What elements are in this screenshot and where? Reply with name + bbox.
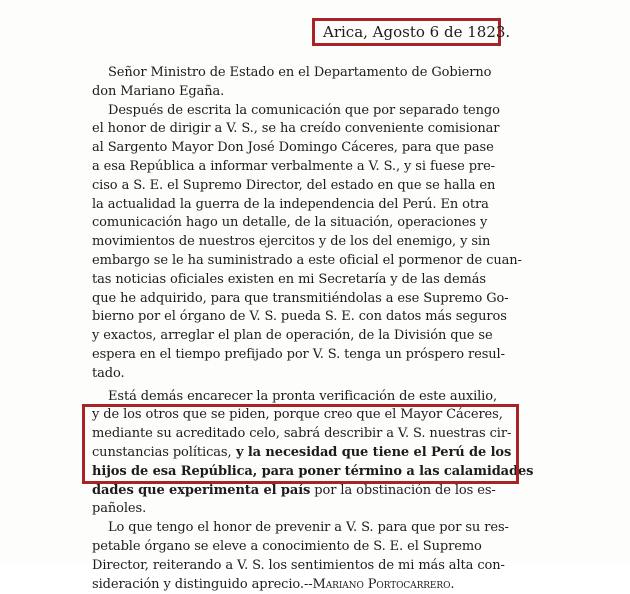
paragraph-line: y exactos, arreglar el plan de operación, de la División que se [92, 328, 493, 344]
paragraph-line: que he adquirido, para que transmitiéndolas a ese Supremo Go- [92, 290, 509, 306]
paragraph-line: petable órgano se eleve a conocimiento de S. E. el Supremo [92, 538, 482, 554]
paragraph-line: movimientos de nuestros ejercitos y de los del enemigo, y sin [92, 234, 491, 250]
paragraph-line: Lo que tengo el honor de prevenir a V. S. para que por su res- [108, 520, 509, 536]
letter-date: Arica, Agosto 6 de 1823. [323, 23, 511, 41]
paragraph-line: tas noticias oficiales existen en mi Secretaría y de las demás [92, 271, 487, 287]
paragraph-line: Está demás encarecer la pronta verificación de este auxilio, [108, 388, 498, 404]
paragraph-line: mediante su acreditado celo, sabrá describir a V. S. nuestras cir- [92, 426, 512, 442]
paragraph-line: a esa República a informar verbalmente a V. S., y si fuese pre- [92, 158, 495, 174]
letter-body [92, 64, 534, 594]
paragraph-line: ciso a S. E. el Supremo Director, del estado en que se halla en [92, 177, 496, 193]
paragraph-line: espera en el tiempo prefijado por V. S. tenga un próspero resul- [92, 346, 505, 362]
salutation-line: Señor Ministro de Estado en el Departamento de Gobierno [108, 65, 492, 80]
paragraph-line [92, 463, 534, 482]
paragraph-line: bierno por el órgano de V. S. pueda S. E. con datos más seguros [92, 309, 507, 325]
paragraph-line [92, 482, 512, 501]
paragraph-line: Director, reiterando a V. S. los sentimientos de mi más alta con- [92, 557, 505, 573]
paragraph-line: pañoles. [92, 501, 147, 517]
paragraph-line: la actualidad la guerra de la independencia del Perú. En otra [92, 196, 489, 212]
paragraph-line: el honor de dirigir a V. S., se ha creído conveniente comisionar [92, 121, 500, 137]
paragraph-line [92, 576, 512, 594]
paragraph-line [92, 444, 512, 463]
closing-text: sideración y distinguido aprecio.-- [92, 576, 313, 592]
paragraph-line: embargo se le ha suministrado a este oficial el pormenor de cuan- [92, 252, 522, 268]
plain-text: cunstancias políticas, [92, 444, 232, 460]
signature: Mariano Portocarrero. [312, 576, 455, 592]
paragraph-line: y de los otros que se piden, porque creo que el Mayor Cáceres, [92, 407, 503, 423]
highlighted-text: y la necesidad que tiene el Perú de los [231, 444, 512, 460]
highlighted-text: hijos de esa República, para poner término a las calamidades [92, 463, 534, 479]
paragraph-line: al Sargento Mayor Don José Domingo Cáceres, para que pase [92, 140, 494, 156]
plain-text: por la obstinación de los es- [310, 482, 496, 498]
paragraph-line: Después de escrita la comunicación que por separado tengo [108, 102, 500, 118]
highlighted-text: dades que experimenta el país [92, 482, 311, 498]
salutation-line: don Mariano Egaña. [92, 83, 225, 99]
date-highlight-box [312, 18, 511, 46]
paragraph-line: comunicación hago un detalle, de la situación, operaciones y [92, 215, 488, 231]
paragraph-line: tado. [92, 365, 125, 381]
